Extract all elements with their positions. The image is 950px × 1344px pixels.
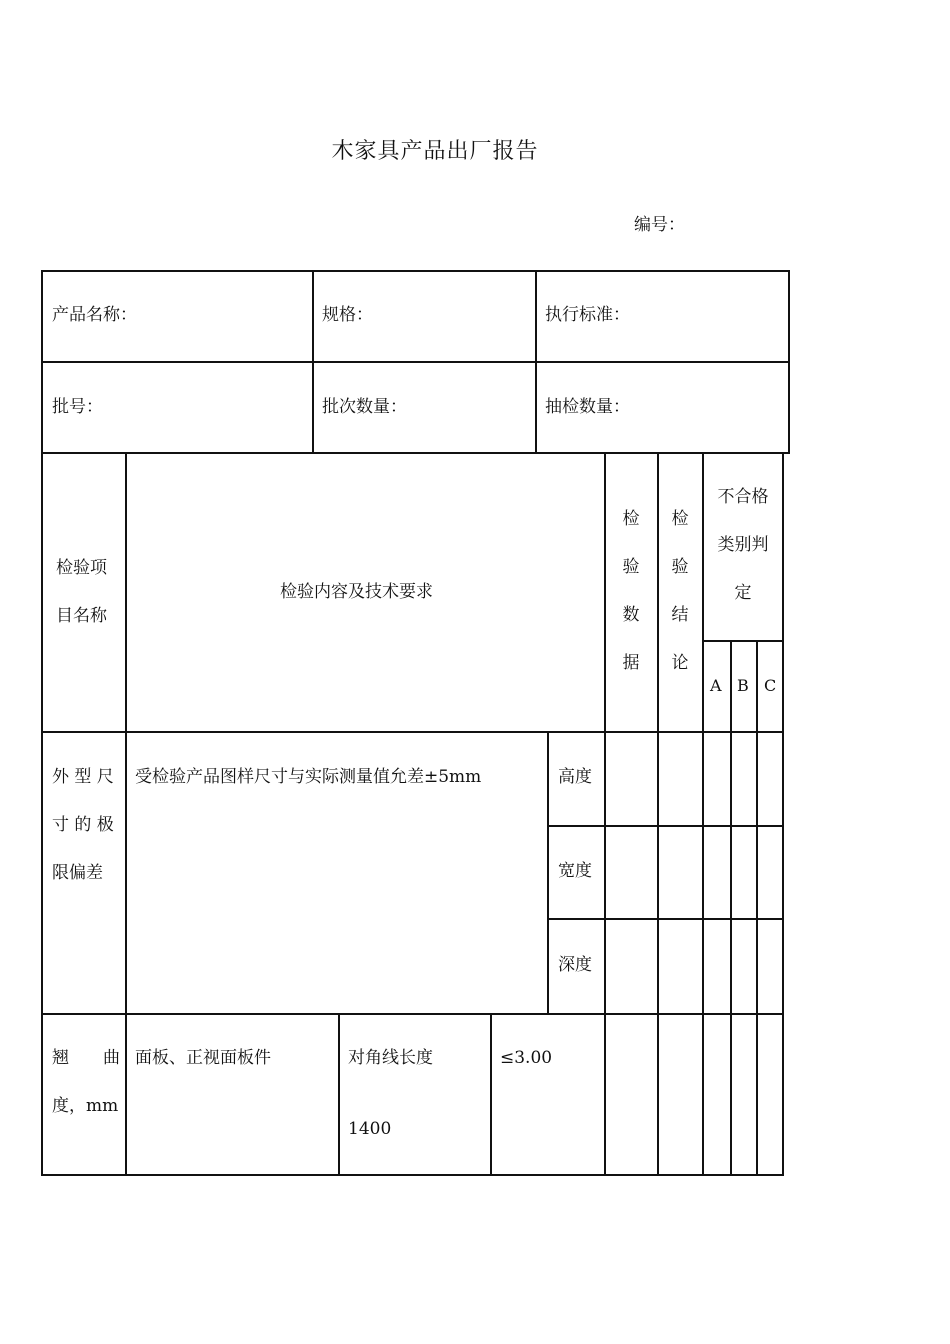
info-col-divider-1 — [312, 270, 314, 454]
item-name-header-line1: 检验项 — [56, 558, 107, 578]
dim-depth-label: 深度 — [558, 955, 592, 975]
warp-measure-line2: 1400 — [348, 1119, 392, 1139]
info-col-divider-2 — [535, 270, 537, 454]
dim-row-divider-2 — [547, 918, 784, 920]
content-header: 检验内容及技术要求 — [280, 582, 433, 602]
spec-label: 规格： — [322, 305, 373, 325]
name-col-divider — [125, 452, 127, 1176]
serial-number-label: 编号： — [634, 215, 685, 235]
product-name-label: 产品名称： — [52, 305, 137, 325]
warp-col-divider-1 — [338, 1013, 340, 1176]
document-title: 木家具产品出厂报告 — [331, 139, 539, 164]
standard-label: 执行标准： — [545, 305, 630, 325]
table-bottom — [41, 1174, 784, 1176]
dim-width-label: 宽度 — [558, 861, 592, 881]
dim-item-name-line3: 限偏差 — [52, 863, 103, 883]
dim-item-name-line1: 外 型 尺 — [52, 767, 114, 787]
dim-row-divider-1 — [547, 825, 784, 827]
table-border-top — [41, 270, 790, 272]
data-column-header: 检 验 数 据 — [622, 509, 640, 673]
category-header: 不合格 类别判 定 — [717, 487, 769, 603]
batch-quantity-label: 批次数量： — [322, 397, 407, 417]
dim-row-bottom — [41, 1013, 784, 1015]
warp-part: 面板、正视面板件 — [135, 1048, 271, 1068]
dim-item-name-line2: 寸 的 极 — [52, 815, 114, 835]
info-table-left — [41, 270, 43, 454]
result-column-header: 检 验 结 论 — [671, 509, 689, 673]
category-b-header: B — [737, 676, 749, 695]
info-table-right — [788, 270, 790, 454]
data-col-left — [604, 452, 606, 1176]
item-name-header-line2: 目名称 — [56, 606, 107, 626]
dim-height-label: 高度 — [558, 767, 592, 787]
result-col-left — [657, 452, 659, 1176]
cat-ab-divider — [730, 640, 732, 1176]
warp-item-name-line2: 度，mm — [52, 1096, 119, 1116]
warp-measure-line1: 对角线长度 — [348, 1048, 433, 1068]
info-table-bottom — [41, 452, 790, 454]
batch-number-label: 批号： — [52, 397, 103, 417]
warp-col-divider-2 — [490, 1013, 492, 1176]
category-a-header: A — [710, 676, 722, 695]
sample-quantity-label: 抽检数量： — [545, 397, 630, 417]
table-right — [782, 452, 784, 1176]
dim-requirement: 受检验产品图样尺寸与实际测量值允差±5mm — [135, 767, 482, 787]
category-c-header: C — [764, 676, 777, 695]
warp-limit: ≤3.00 — [500, 1048, 553, 1068]
table-left — [41, 452, 43, 1176]
category-sub-divider — [702, 640, 784, 642]
header-bottom — [41, 731, 784, 733]
warp-item-name-line1: 翘 曲 — [52, 1048, 120, 1068]
info-row-divider — [41, 361, 790, 363]
cat-bc-divider — [756, 640, 758, 1176]
dim-sub-col-divider — [547, 731, 549, 1015]
